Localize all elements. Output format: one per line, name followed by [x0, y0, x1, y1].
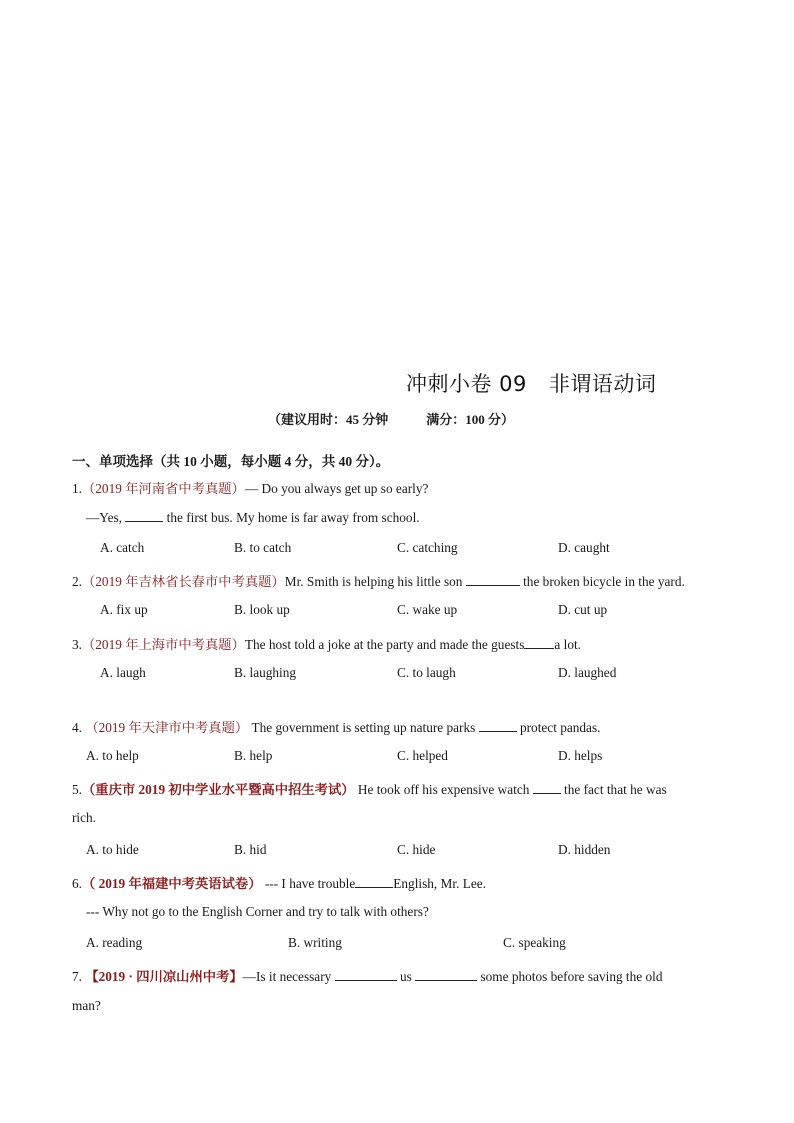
- option-c: C. helped: [397, 748, 448, 763]
- option-c: C. to laugh: [397, 665, 456, 680]
- option-a: A. to hide: [86, 842, 139, 857]
- question-2: 2.（2019 年吉林省长春市中考真题）Mr. Smith is helping his little son the broken bicycle in the yard.: [72, 574, 685, 589]
- option-c: C. wake up: [397, 602, 458, 617]
- answer-blank: [524, 636, 554, 649]
- section-heading: 一、单项选择（共 10 小题，每小题 4 分，共 40 分）。: [72, 454, 390, 469]
- option-d: D. cut up: [558, 602, 608, 617]
- option-d: D. hidden: [558, 842, 611, 857]
- question-7: 7. 【2019 · 四川凉山州中考】—Is it necessary us some photos before saving the old: [72, 969, 663, 984]
- option-a: A. laugh: [100, 665, 146, 680]
- question-source: （2019 年天津市中考真题）: [85, 720, 249, 735]
- answer-blank: [533, 781, 561, 794]
- option-c: C. speaking: [503, 935, 566, 950]
- question-source: （2019 年河南省中考真题）: [81, 481, 245, 496]
- question-source: （重庆市 2019 初中学业水平暨高中招生考试）: [81, 782, 355, 797]
- question-source: 【2019 · 四川凉山州中考】: [85, 969, 243, 984]
- option-d: D. laughed: [558, 665, 617, 680]
- answer-blank: [335, 968, 397, 981]
- suggested-time: （建议用时：45 分钟: [268, 412, 389, 427]
- option-c: C. hide: [397, 842, 436, 857]
- option-d: D. helps: [558, 748, 603, 763]
- option-b: B. laughing: [234, 665, 297, 680]
- question-6: 6.（ 2019 年福建中考英语试卷） --- I have trouble English, Mr. Lee.: [72, 876, 486, 891]
- option-a: A. fix up: [100, 602, 148, 617]
- option-b: B. hid: [234, 842, 267, 857]
- option-b: B. writing: [288, 935, 342, 950]
- question-1: 1.（2019 年河南省中考真题）— Do you always get up so early?: [72, 481, 429, 496]
- option-a: A. catch: [100, 540, 145, 555]
- question-source: （ 2019 年福建中考英语试卷）: [81, 876, 262, 891]
- question-6-line2: --- Why not go to the English Corner and try to talk with others?: [86, 904, 429, 919]
- option-d: D. caught: [558, 540, 610, 555]
- question-1-line2: —Yes, the first bus. My home is far away from school.: [86, 510, 420, 525]
- option-c: C. catching: [397, 540, 458, 555]
- question-4: 4. （2019 年天津市中考真题） The government is setting up nature parks protect pandas.: [72, 720, 601, 735]
- question-source: （2019 年上海市中考真题）: [81, 637, 245, 652]
- question-5-line2: rich.: [72, 810, 96, 825]
- full-score: 满分：100 分）: [426, 412, 515, 427]
- answer-blank: [479, 719, 517, 732]
- question-5: 5.（重庆市 2019 初中学业水平暨高中招生考试） He took off his expensive watch the fact that he was: [72, 782, 667, 797]
- answer-blank: [125, 509, 163, 522]
- page-subtitle: [268, 409, 514, 428]
- title-part2: 非谓语动词: [548, 372, 657, 396]
- question-source: （2019 年吉林省长春市中考真题）: [81, 574, 285, 589]
- answer-blank: [355, 875, 393, 888]
- option-b: B. look up: [234, 602, 290, 617]
- title-part1: 冲刺小卷 09: [406, 372, 527, 396]
- option-a: A. to help: [86, 748, 139, 763]
- answer-blank: [466, 573, 520, 586]
- answer-blank: [415, 968, 477, 981]
- question-3: 3.（2019 年上海市中考真题）The host told a joke at the party and made the guests a lot.: [72, 637, 581, 652]
- page-title: [406, 368, 656, 398]
- option-b: B. help: [234, 748, 273, 763]
- option-a: A. reading: [86, 935, 143, 950]
- question-7-line2: man?: [72, 998, 101, 1013]
- option-b: B. to catch: [234, 540, 292, 555]
